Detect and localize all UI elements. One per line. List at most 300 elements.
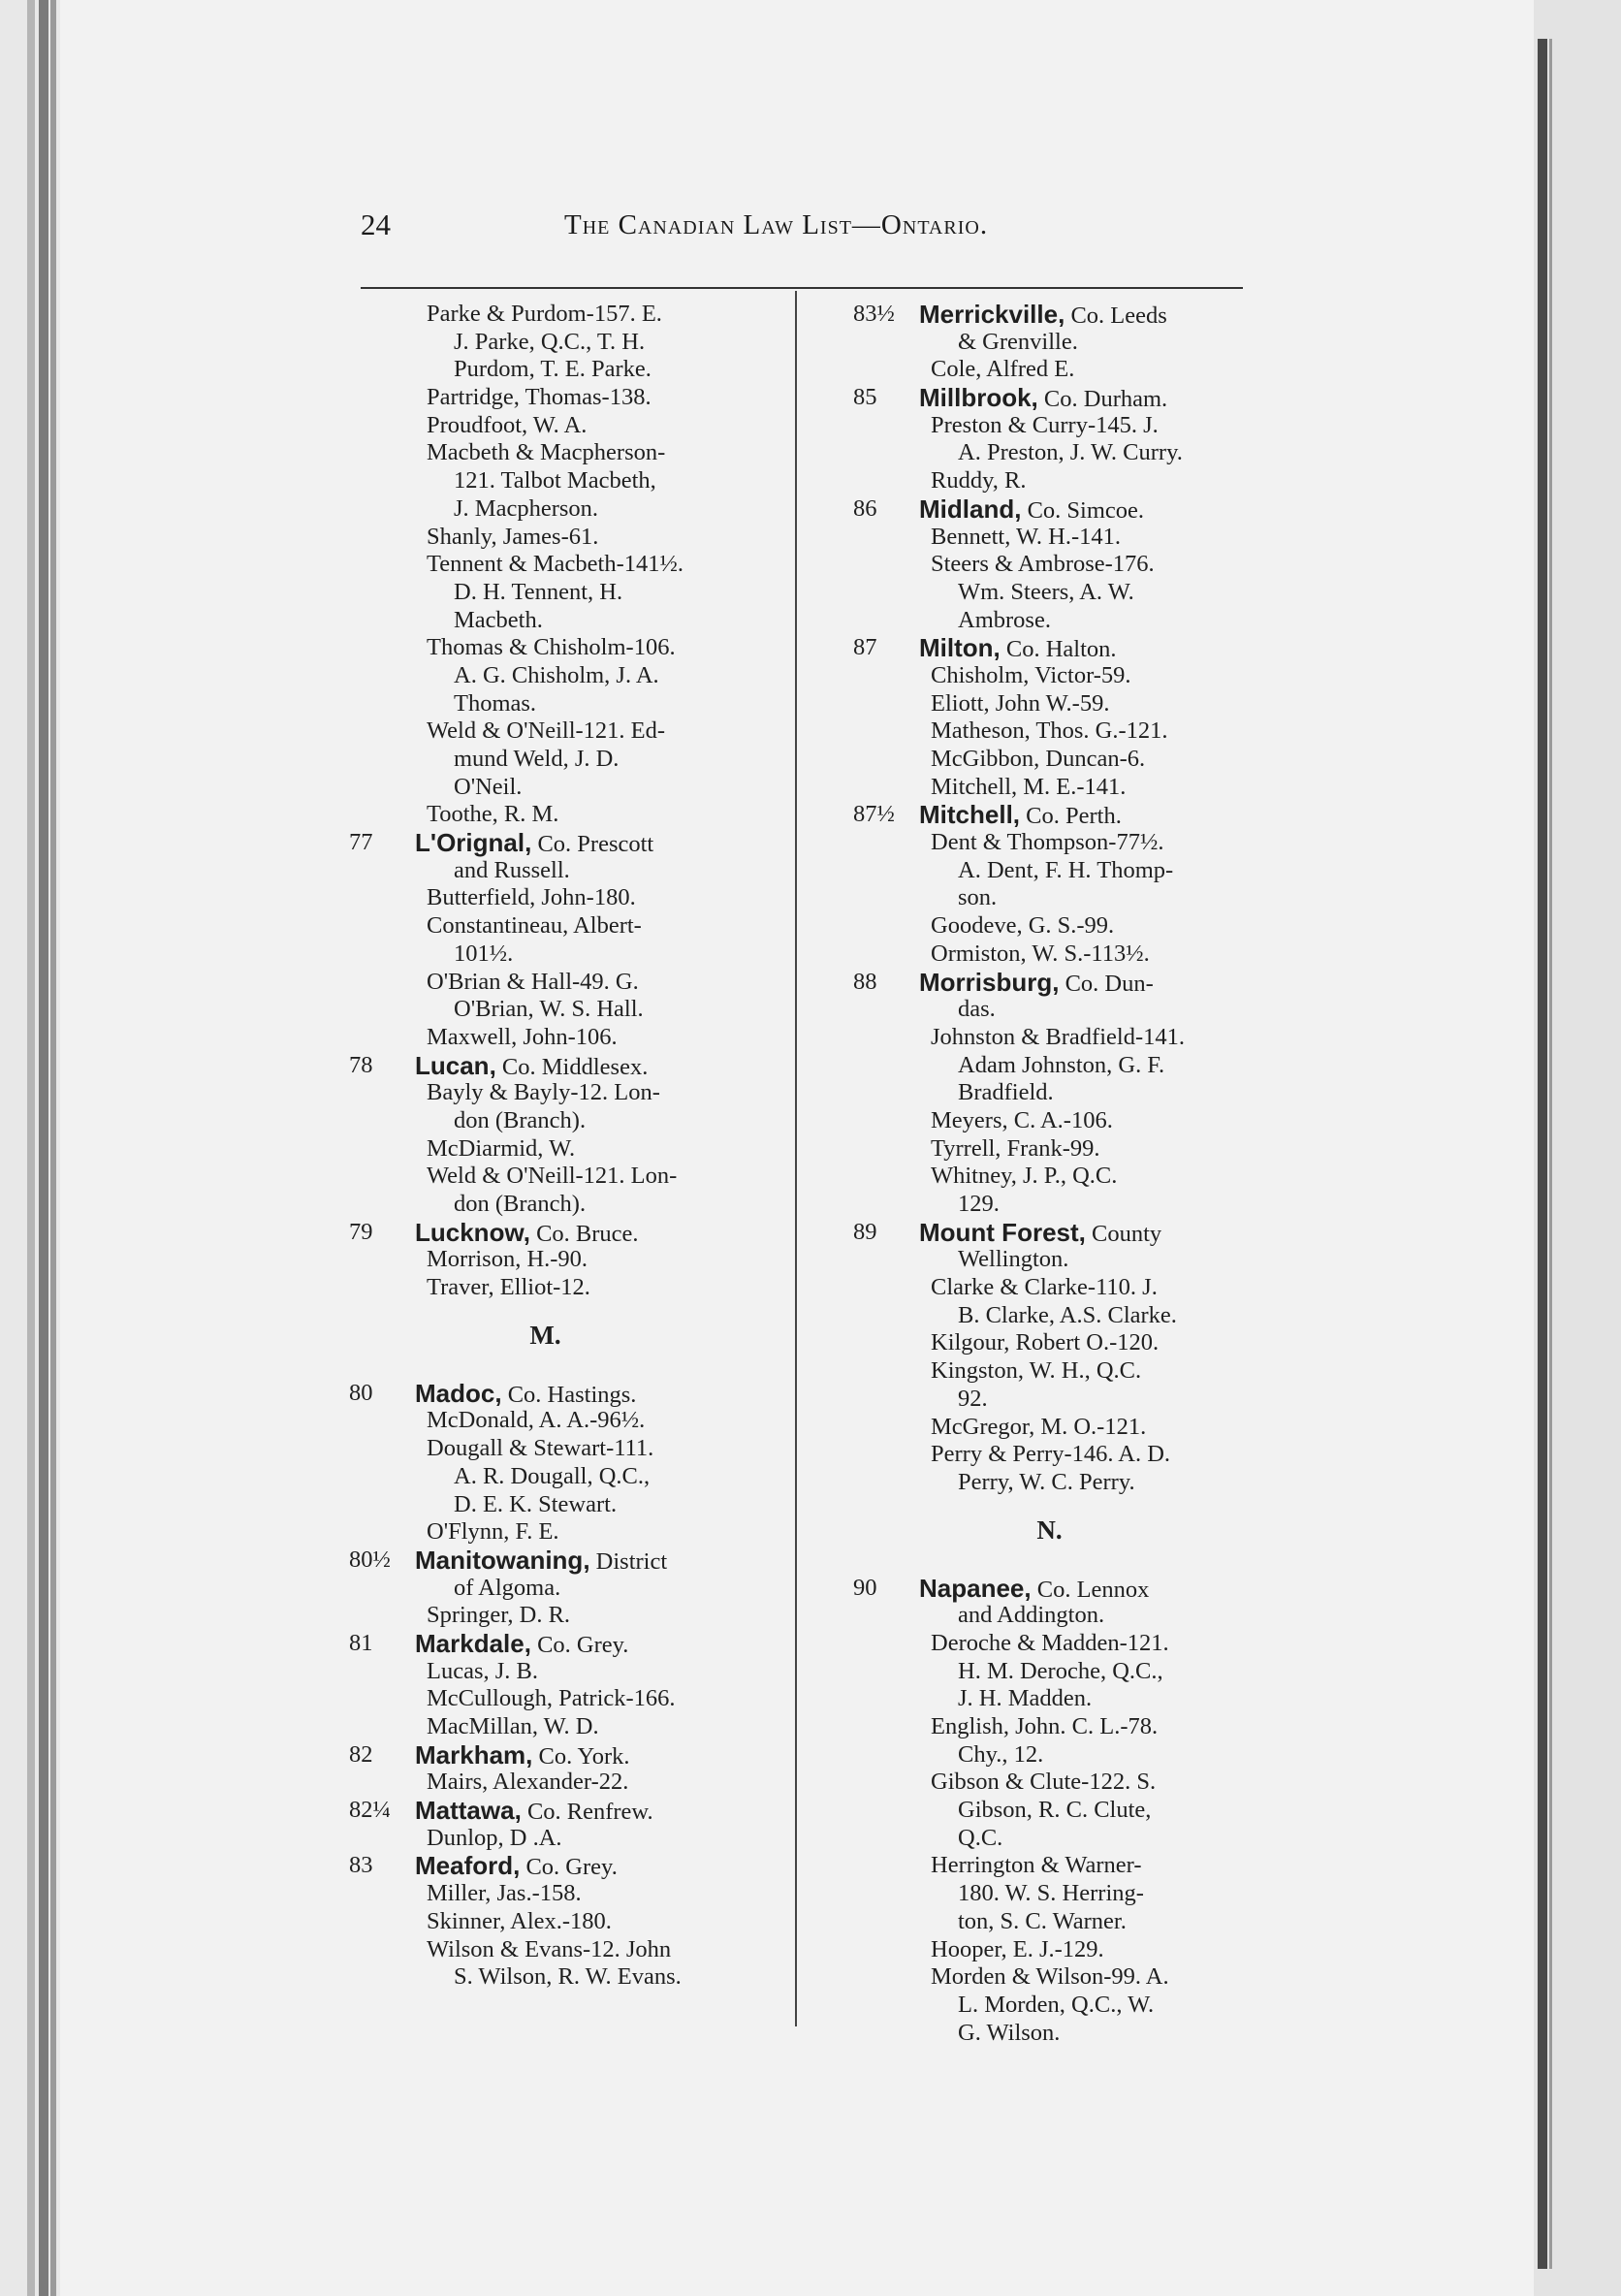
entry-number: 81	[349, 1629, 373, 1656]
place-county: Co. Bruce.	[529, 1220, 639, 1247]
entry-text: don (Branch).	[454, 1106, 587, 1133]
list-item	[349, 1491, 742, 1519]
list-item	[853, 1741, 1246, 1770]
entry-text: Parke & Purdom-157. E.	[427, 301, 662, 327]
list-item	[853, 1052, 1246, 1080]
place-entry	[853, 801, 1246, 829]
list-item	[853, 912, 1246, 941]
running-title: The Canadian Law List—Ontario.	[564, 209, 989, 240]
place-entry	[349, 1852, 742, 1880]
entry-text: Chy., 12.	[958, 1740, 1044, 1768]
entry-number: 82	[349, 1740, 373, 1768]
list-item	[853, 1769, 1246, 1797]
entry-text	[919, 301, 1167, 331]
entry-text: Perry & Perry-146. A. D.	[931, 1441, 1171, 1468]
entry-text: B. Clarke, A.S. Clarke.	[958, 1301, 1177, 1328]
entry-text: Bradfield.	[958, 1079, 1054, 1106]
list-item	[349, 1713, 742, 1741]
place-name: Madoc,	[415, 1378, 502, 1408]
page-edge-line	[1549, 39, 1552, 2269]
place-name: Milton,	[919, 633, 1001, 663]
list-item	[349, 579, 742, 607]
entry-text: Weld & O'Neill-121. Ed-	[427, 718, 666, 745]
list-item	[853, 1386, 1246, 1414]
entry-text: English, John. C. L.-78.	[931, 1713, 1159, 1739]
entry-number: 87	[853, 634, 877, 661]
place-entry	[853, 301, 1246, 329]
entry-text	[415, 1741, 629, 1771]
entry-text: Johnston & Bradfield-141.	[931, 1023, 1185, 1050]
left-column	[349, 301, 742, 1992]
entry-text: Matheson, Thos. G.-121.	[931, 718, 1168, 745]
place-county: Co. Middlesex.	[495, 1053, 649, 1080]
entry-text: McDiarmid, W.	[427, 1134, 576, 1162]
entry-text	[415, 1797, 653, 1827]
entry-text: Morrison, H.-90.	[427, 1246, 588, 1273]
entry-text: O'Flynn, F. E.	[427, 1518, 559, 1546]
entry-number: 80½	[349, 1546, 391, 1573]
page-header	[361, 207, 1243, 246]
entry-text: & Grenville.	[958, 328, 1078, 355]
place-entry	[349, 1797, 742, 1825]
entry-text: A. G. Chisholm, J. A.	[454, 661, 659, 688]
right-column	[853, 301, 1246, 2047]
entry-text: Mitchell, M. E.-141.	[931, 773, 1127, 800]
list-item	[853, 1880, 1246, 1908]
list-item	[853, 1713, 1246, 1741]
entry-text	[919, 634, 1117, 664]
section-heading: N.	[1036, 1515, 1063, 1545]
entry-text: Q.C.	[958, 1824, 1003, 1851]
entry-text: Mairs, Alexander-22.	[427, 1769, 629, 1796]
entry-text: S. Wilson, R. W. Evans.	[454, 1963, 682, 1991]
place-county: Co. Grey.	[520, 1854, 618, 1881]
list-item	[853, 356, 1246, 384]
entry-number: 80	[349, 1379, 373, 1406]
place-county: County	[1085, 1220, 1162, 1247]
entry-text: 180. W. S. Herring-	[958, 1880, 1144, 1907]
list-item	[853, 467, 1246, 495]
entry-number: 83½	[853, 301, 895, 327]
list-item	[349, 941, 742, 969]
entry-text: Adam Johnston, G. F.	[958, 1051, 1165, 1078]
page-edge	[1534, 0, 1621, 2296]
list-item	[349, 718, 742, 746]
entry-text: A. R. Dougall, Q.C.,	[454, 1462, 651, 1489]
entry-text: J. Macpherson.	[454, 494, 599, 522]
entry-text: 101½.	[454, 940, 514, 967]
entry-text: das.	[958, 996, 996, 1023]
book-spine	[0, 0, 60, 2296]
entry-text: D. E. K. Stewart.	[454, 1490, 618, 1517]
place-entry	[349, 1630, 742, 1658]
list-item	[853, 1135, 1246, 1164]
entry-text: Herrington & Warner-	[931, 1852, 1142, 1879]
entry-text: 129.	[958, 1191, 1000, 1217]
entry-text	[415, 1380, 636, 1410]
entry-text: Butterfield, John-180.	[427, 884, 636, 911]
list-item	[349, 1435, 742, 1463]
entry-text	[919, 1219, 1161, 1249]
place-county: Co. Dun-	[1059, 970, 1154, 997]
entry-text: 121. Talbot Macbeth,	[454, 467, 656, 494]
list-item	[349, 1246, 742, 1274]
entry-text	[415, 1547, 667, 1577]
entry-text: D. H. Tennent, H.	[454, 578, 623, 605]
entry-text: don (Branch).	[454, 1191, 587, 1217]
list-item	[853, 662, 1246, 690]
place-name: L'Orignal,	[415, 828, 532, 858]
entry-text: Traver, Elliot-12.	[427, 1274, 590, 1301]
entry-text: Macbeth.	[454, 606, 543, 633]
spine-band	[27, 0, 35, 2296]
list-item	[349, 1908, 742, 1936]
entry-text: Springer, D. R.	[427, 1602, 571, 1629]
entry-text: Steers & Ambrose-176.	[931, 551, 1155, 578]
entry-text: J. Parke, Q.C., T. H.	[454, 328, 646, 355]
place-county: District	[589, 1547, 668, 1575]
list-item	[349, 384, 742, 412]
list-item	[349, 1936, 742, 1964]
list-item	[349, 356, 742, 384]
entry-text: J. H. Madden.	[958, 1685, 1093, 1712]
list-item	[853, 746, 1246, 774]
entry-text: and Russell.	[454, 856, 570, 883]
list-item	[349, 524, 742, 552]
entry-text: Thomas & Chisholm-106.	[427, 634, 676, 661]
place-name: Markham,	[415, 1739, 533, 1770]
list-item	[349, 1107, 742, 1135]
entry-text: McGibbon, Duncan-6.	[931, 746, 1146, 772]
list-item	[853, 1441, 1246, 1469]
list-item	[853, 439, 1246, 467]
entry-text: Clarke & Clarke-110. J.	[931, 1274, 1158, 1301]
entry-text: Partridge, Thomas-138.	[427, 384, 652, 411]
entry-text: Chisholm, Victor-59.	[931, 661, 1131, 688]
list-item	[853, 2020, 1246, 2048]
spine-band	[39, 0, 48, 2296]
place-name: Lucan,	[415, 1050, 496, 1080]
entry-text: A. Preston, J. W. Curry.	[958, 439, 1183, 466]
entry-text: Cole, Alfred E.	[931, 356, 1075, 383]
entry-text: McCullough, Patrick-166.	[427, 1685, 676, 1712]
list-item	[349, 1880, 742, 1908]
entry-text: Maxwell, John-106.	[427, 1023, 618, 1050]
list-item	[853, 1079, 1246, 1107]
entry-text	[415, 1219, 639, 1249]
entry-text: Ambrose.	[958, 606, 1051, 633]
list-item	[853, 884, 1246, 912]
entry-text	[415, 1630, 628, 1660]
entry-text: of Algoma.	[454, 1574, 561, 1601]
list-item	[853, 1908, 1246, 1936]
list-item	[853, 941, 1246, 969]
page	[60, 0, 1534, 2296]
entry-text: ton, S. C. Warner.	[958, 1907, 1127, 1934]
list-item	[853, 1302, 1246, 1330]
section-heading: M.	[529, 1320, 561, 1350]
entry-text: Meyers, C. A.-106.	[931, 1106, 1113, 1133]
list-item	[853, 412, 1246, 440]
list-item	[349, 301, 742, 329]
place-county: Co. York.	[532, 1742, 630, 1770]
entry-text: Dunlop, D .A.	[427, 1824, 562, 1851]
list-item	[349, 1825, 742, 1853]
list-item	[853, 1797, 1246, 1825]
entry-text: Kilgour, Robert O.-120.	[931, 1329, 1160, 1356]
entry-text: Macbeth & Macpherson-	[427, 439, 666, 466]
place-entry	[349, 829, 742, 857]
list-item	[853, 718, 1246, 746]
place-entry	[349, 1219, 742, 1247]
list-item	[349, 1518, 742, 1547]
list-item	[853, 607, 1246, 635]
place-name: Manitowaning,	[415, 1545, 590, 1575]
entry-text: Lucas, J. B.	[427, 1657, 538, 1684]
list-item	[853, 1963, 1246, 1992]
entry-text: McGregor, M. O.-121.	[931, 1413, 1147, 1440]
list-item	[853, 524, 1246, 552]
entry-text: Tyrrell, Frank-99.	[931, 1134, 1100, 1162]
list-item	[853, 1191, 1246, 1219]
entry-text: Ormiston, W. S.-113½.	[931, 940, 1150, 967]
entry-text	[919, 969, 1154, 999]
entry-number: 86	[853, 494, 877, 522]
entry-number: 79	[349, 1218, 373, 1245]
entry-text: Preston & Curry-145. J.	[931, 411, 1159, 438]
entry-text: Eliott, John W.-59.	[931, 689, 1110, 717]
list-item	[349, 1191, 742, 1219]
entry-text: Bayly & Bayly-12. Lon-	[427, 1079, 660, 1106]
place-county: Co. Hastings.	[501, 1381, 637, 1408]
entry-text: son.	[958, 884, 998, 911]
place-entry	[853, 1575, 1246, 1603]
entry-text: McDonald, A. A.-96½.	[427, 1407, 646, 1434]
list-item	[349, 690, 742, 718]
place-name: Millbrook,	[919, 383, 1038, 413]
list-item	[349, 1079, 742, 1107]
entry-text: Tennent & Macbeth-141½.	[427, 551, 683, 578]
place-entry	[349, 1741, 742, 1770]
entry-text: Constantineau, Albert-	[427, 912, 642, 940]
entry-text	[919, 801, 1122, 831]
list-item	[349, 1024, 742, 1052]
list-item	[853, 579, 1246, 607]
entry-text	[415, 1052, 648, 1082]
entry-text: Kingston, W. H., Q.C.	[931, 1357, 1142, 1385]
list-item	[853, 1163, 1246, 1191]
place-name: Napanee,	[919, 1573, 1032, 1603]
place-name: Markdale,	[415, 1628, 531, 1658]
list-item	[349, 996, 742, 1024]
entry-text: Whitney, J. P., Q.C.	[931, 1163, 1118, 1190]
list-item	[349, 467, 742, 495]
entry-text: Ruddy, R.	[931, 467, 1027, 494]
list-item	[853, 1274, 1246, 1302]
list-item	[349, 1963, 742, 1992]
entry-text: Purdom, T. E. Parke.	[454, 356, 652, 383]
list-item	[349, 662, 742, 690]
list-item	[349, 495, 742, 524]
list-item	[853, 1329, 1246, 1357]
entry-text: Dougall & Stewart-111.	[427, 1435, 654, 1462]
entry-text: H. M. Deroche, Q.C.,	[958, 1657, 1163, 1684]
entry-text: Toothe, R. M.	[427, 801, 559, 828]
entry-text: G. Wilson.	[958, 2019, 1061, 2046]
entry-text: Deroche & Madden-121.	[931, 1629, 1169, 1656]
entry-text: Skinner, Alex.-180.	[427, 1907, 612, 1934]
list-item	[853, 329, 1246, 357]
entry-text: Wilson & Evans-12. John	[427, 1935, 672, 1962]
list-item	[349, 1463, 742, 1491]
list-item	[349, 801, 742, 829]
entry-number: 77	[349, 829, 373, 856]
list-item	[349, 774, 742, 802]
place-entry	[349, 1052, 742, 1080]
list-item	[853, 1630, 1246, 1658]
place-county: Co. Prescott	[531, 831, 654, 858]
entry-text	[919, 384, 1167, 414]
list-item	[853, 1992, 1246, 2020]
place-entry	[853, 495, 1246, 524]
list-item	[853, 1852, 1246, 1880]
entry-number: 87½	[853, 801, 895, 828]
list-item	[349, 1575, 742, 1603]
entry-text	[415, 1852, 618, 1882]
list-item	[349, 969, 742, 997]
place-entry	[853, 969, 1246, 997]
entry-text: Gibson & Clute-122. S.	[931, 1769, 1157, 1796]
entry-text: O'Brian, W. S. Hall.	[454, 996, 644, 1023]
page-number: 24	[361, 207, 391, 241]
list-item	[349, 607, 742, 635]
list-item	[853, 1414, 1246, 1442]
place-county: Co. Simcoe.	[1021, 496, 1145, 524]
place-name: Midland,	[919, 494, 1022, 524]
spine-band	[50, 0, 56, 2296]
entry-text: 92.	[958, 1385, 988, 1412]
place-name: Mount Forest,	[919, 1217, 1086, 1247]
place-county: Co. Leeds	[1065, 303, 1167, 329]
entry-text: Weld & O'Neill-121. Lon-	[427, 1163, 678, 1190]
list-item	[349, 884, 742, 912]
list-item	[349, 551, 742, 579]
entry-text: Thomas.	[454, 689, 537, 717]
entry-text: and Addington.	[958, 1602, 1105, 1629]
list-item	[349, 746, 742, 774]
list-item	[853, 1936, 1246, 1964]
list-item	[853, 1357, 1246, 1386]
entry-number: 82¼	[349, 1797, 391, 1824]
entry-text: Dent & Thompson-77½.	[931, 829, 1164, 856]
entry-number: 85	[853, 384, 877, 411]
list-item	[853, 857, 1246, 885]
list-item	[853, 996, 1246, 1024]
entry-text: O'Brian & Hall-49. G.	[427, 968, 639, 995]
place-entry	[853, 634, 1246, 662]
entry-text: Morden & Wilson-99. A.	[931, 1963, 1169, 1991]
place-name: Morrisburg,	[919, 967, 1060, 997]
list-item	[349, 857, 742, 885]
place-county: Co. Durham.	[1037, 386, 1168, 413]
entry-number: 78	[349, 1051, 373, 1078]
list-item	[349, 1274, 742, 1302]
list-item	[853, 690, 1246, 718]
place-name: Lucknow,	[415, 1217, 530, 1247]
place-entry	[853, 1219, 1246, 1247]
list-item	[349, 1135, 742, 1164]
list-item	[349, 634, 742, 662]
place-county: Co. Perth.	[1020, 803, 1122, 830]
list-item	[349, 412, 742, 440]
entry-text	[415, 829, 653, 859]
list-item	[853, 1107, 1246, 1135]
list-item	[349, 1602, 742, 1630]
place-entry	[349, 1380, 742, 1408]
entry-text: Hooper, E. J.-129.	[931, 1935, 1104, 1962]
entry-number: 90	[853, 1574, 877, 1601]
list-item	[853, 774, 1246, 802]
list-item	[853, 1602, 1246, 1630]
list-item	[349, 1407, 742, 1435]
list-item	[349, 1685, 742, 1713]
entry-text: A. Dent, F. H. Thomp-	[958, 856, 1174, 883]
header-rule	[361, 287, 1243, 289]
place-county: Co. Renfrew.	[521, 1799, 653, 1826]
page-edge-line	[1538, 39, 1547, 2269]
entry-text: Wm. Steers, A. W.	[958, 578, 1134, 605]
entry-text: Miller, Jas.-158.	[427, 1880, 582, 1907]
entry-number: 88	[853, 968, 877, 995]
list-item	[349, 912, 742, 941]
place-name: Mattawa,	[415, 1796, 522, 1826]
entry-text	[919, 1575, 1149, 1605]
list-item	[349, 1769, 742, 1797]
place-name: Meaford,	[415, 1851, 521, 1881]
list-item	[853, 1246, 1246, 1274]
place-name: Merrickville,	[919, 300, 1065, 329]
list-item	[853, 1685, 1246, 1713]
entry-text: Perry, W. C. Perry.	[958, 1468, 1135, 1495]
entry-text: Proudfoot, W. A.	[427, 411, 588, 438]
list-item	[853, 829, 1246, 857]
place-name: Mitchell,	[919, 800, 1021, 830]
entry-text: L. Morden, Q.C., W.	[958, 1991, 1155, 2018]
list-item	[349, 1658, 742, 1686]
entry-number: 89	[853, 1218, 877, 1245]
entry-text: Goodeve, G. S.-99.	[931, 912, 1115, 940]
list-item	[853, 551, 1246, 579]
list-item	[349, 1163, 742, 1191]
entry-text: Shanly, James-61.	[427, 523, 599, 550]
entry-text: Wellington.	[958, 1246, 1069, 1273]
list-item	[853, 1024, 1246, 1052]
entry-text: MacMillan, W. D.	[427, 1713, 599, 1739]
place-county: Co. Grey.	[530, 1631, 629, 1658]
entry-number: 83	[349, 1852, 373, 1879]
list-item	[853, 1469, 1246, 1497]
entry-text: Gibson, R. C. Clute,	[958, 1797, 1152, 1824]
entry-text: O'Neil.	[454, 773, 523, 800]
list-item	[853, 1658, 1246, 1686]
entry-text: mund Weld, J. D.	[454, 746, 620, 772]
list-item	[349, 329, 742, 357]
list-item	[349, 439, 742, 467]
place-entry	[853, 384, 1246, 412]
place-entry	[349, 1547, 742, 1575]
entry-text: Bennett, W. H.-141.	[931, 523, 1121, 550]
place-county: Co. Halton.	[1000, 636, 1117, 663]
